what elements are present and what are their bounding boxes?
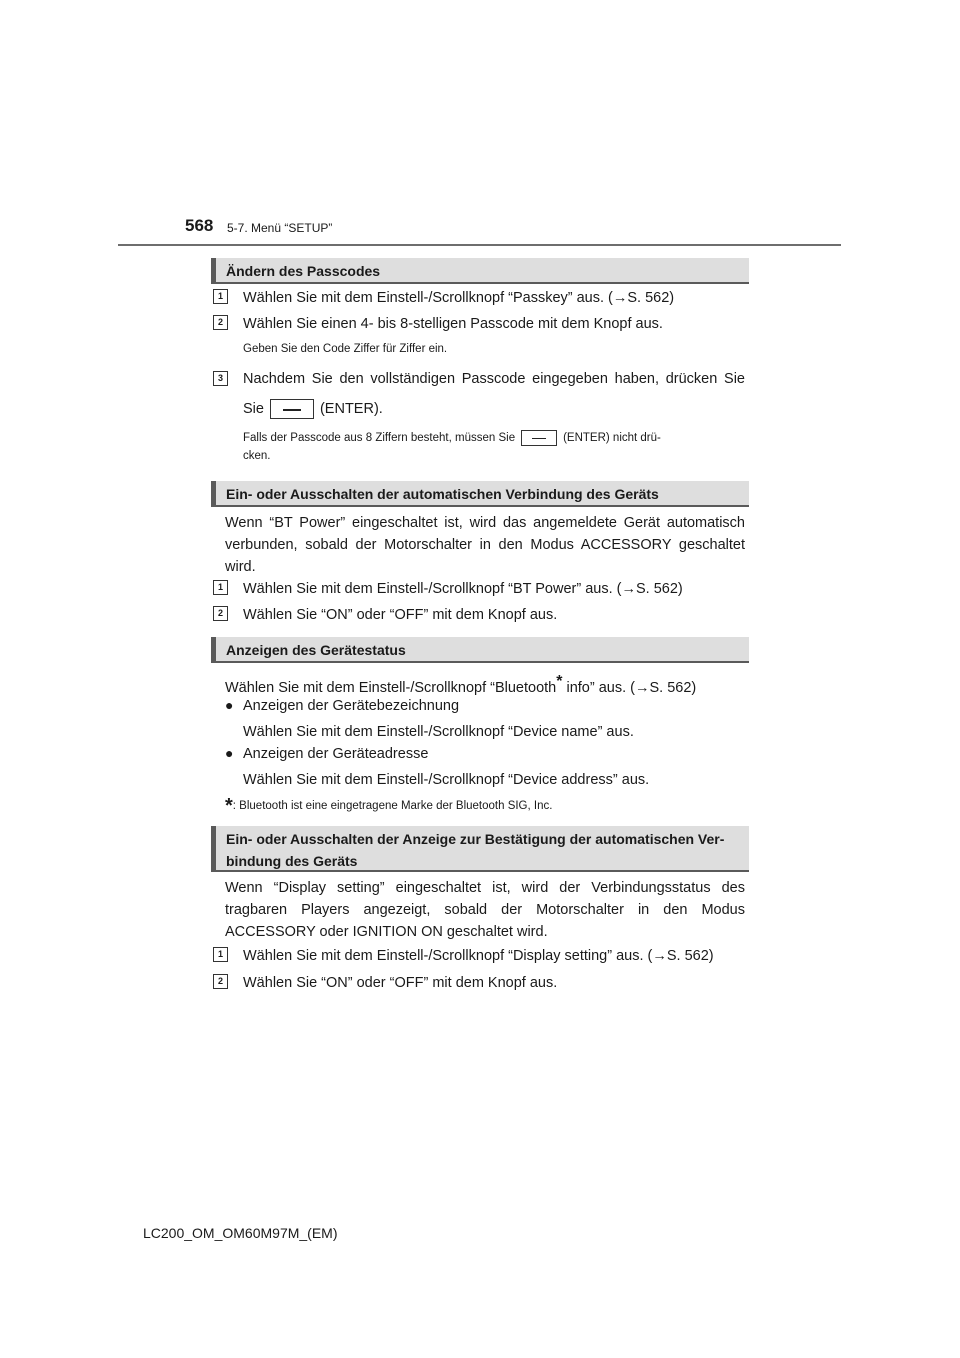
footnote-star: * [225,795,233,817]
footnote [225,795,552,818]
page-number: 568 [185,216,214,235]
intro-text-a: Wählen Sie mit dem Einstell-/Scrollknopf “Bluetooth [225,679,557,696]
header-divider [118,244,841,246]
step-text-continued [243,399,745,419]
note-text-a: Falls der Passcode aus 8 Ziffern besteht, müssen Sie [243,432,516,444]
footnote-text: : Bluetooth ist eine eingetragene Marke der Bluetooth SIG, Inc. [232,800,553,812]
bullet-label: Anzeigen der Gerätebezeichnung [243,698,460,714]
step-note-continued: cken. [243,450,271,462]
step-text: Wählen Sie mit dem Einstell-/Scrollknopf “Display setting” aus. (→S. 562) [243,948,714,964]
bullet-text: Wählen Sie mit dem Einstell-/Scrollknopf “Device name” aus. [243,724,634,740]
section-heading-display-setting: Ein- oder Ausschalten der Anzeige zur Bestätigung der automatischen Ver-bindung des Geräts [211,826,749,872]
enter-button-icon [521,430,557,446]
enter-button-icon [270,399,314,419]
bullet-icon: ● [225,745,234,761]
step-number: 1 [213,580,228,595]
step-number: 1 [213,947,228,962]
step-number: 2 [213,974,228,989]
step-note: Geben Sie den Code Ziffer für Ziffer ein. [243,343,448,355]
document-id: LC200_OM_OM60M97M_(EM) [143,1225,338,1241]
footnote-marker: * [556,673,563,690]
step-text: Nachdem Sie den vollständigen Passcode eingegeben haben, drücken Sie [243,371,745,387]
note-text-b: (ENTER) nicht drü- [563,432,661,444]
step-number: 3 [213,371,228,386]
section-intro: Wenn “BT Power” eingeschaltet ist, wird das angemeldete Gerät automatisch verbunden, sobald der Motorschalter in den Modus ACCESSORY geschaltet wird. [225,515,745,575]
bullet-text: Wählen Sie mit dem Einstell-/Scrollknopf “Device address” aus. [243,772,650,788]
section-heading-auto-connect: Ein- oder Ausschalten der automatischen Verbindung des Geräts [211,481,749,507]
step-text: Wählen Sie “ON” oder “OFF” mit dem Knopf aus. [243,975,558,991]
section-intro: Wenn “Display setting” eingeschaltet ist, wird der Verbindungsstatus des tragbaren Players angezeigt, sobald der Motorschalter in den Modus ACCESSORY oder IGNITION ON geschaltet wird. [225,880,745,940]
step-text: Wählen Sie mit dem Einstell-/Scrollknopf “BT Power” aus. (→S. 562) [243,581,683,597]
step-number: 1 [213,289,228,304]
section-intro [225,671,745,699]
step-text: Wählen Sie “ON” oder “OFF” mit dem Knopf aus. [243,607,558,623]
section-reference: 5-7. Menü “SETUP” [227,221,333,235]
step-text-suffix: (ENTER). [319,401,383,417]
step-text: Wählen Sie mit dem Einstell-/Scrollknopf “Passkey” aus. (→S. 562) [243,290,675,306]
step-note [243,429,745,447]
step-number: 2 [213,315,228,330]
step-number: 2 [213,606,228,621]
step-text: Wählen Sie einen 4- bis 8-stelligen Passcode mit dem Knopf aus. [243,316,663,332]
section-heading-device-status: Anzeigen des Gerätestatus [211,637,749,663]
intro-text-b: info” aus. (→S. 562) [562,679,697,696]
bullet-icon: ● [225,697,234,713]
step-text-prefix: Sie [243,401,264,417]
section-heading-passcode: Ändern des Passcodes [211,258,749,284]
bullet-label: Anzeigen der Geräteadresse [243,746,429,762]
